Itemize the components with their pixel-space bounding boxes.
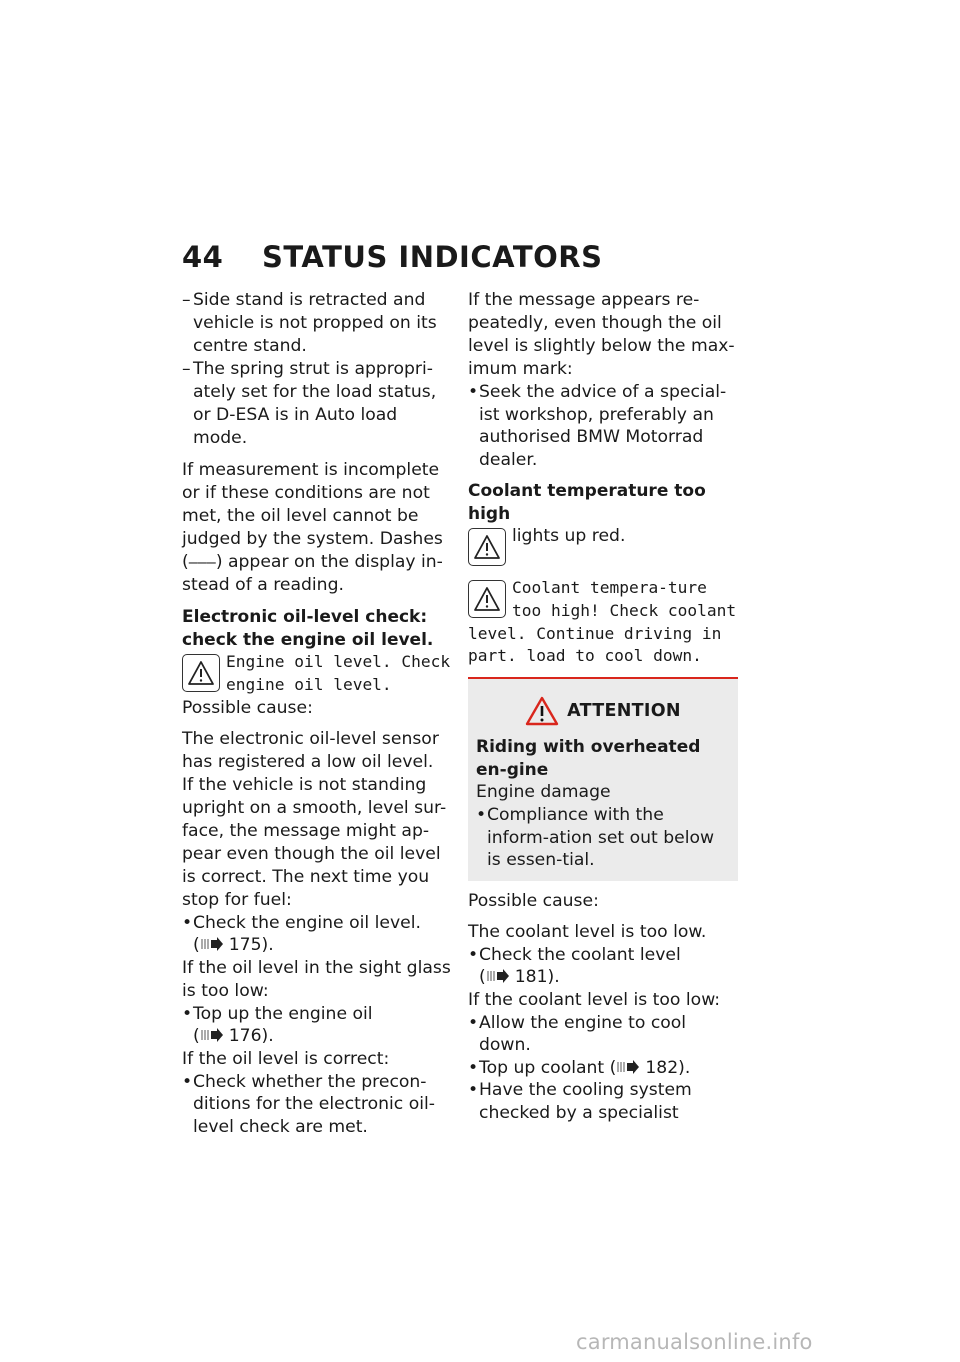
oil-cause-text: The electronic oil-level sensor has registered a low oil level. [182,728,439,772]
bullet-marker: • [182,1071,193,1092]
bullet-seek-advice: • Seek the advice of a special-ist workshop, preferably an authorised BMW Motorrad dealer. [468,382,727,470]
page-reference: 175). [228,935,274,956]
page-reference-icon [200,1028,224,1042]
coolant-warning-light [468,525,738,569]
coolant-too-low-text: If the coolant level is too low: [468,989,721,1010]
page-number: 44 [182,240,224,274]
bullet-marker: • [468,1012,479,1033]
dash-item-text: Side stand is retracted and vehicle is not propped on its centre stand. [193,290,437,356]
bullet-top-up-coolant: • Top up coolant ( 182). [468,1057,691,1078]
page-header [182,240,602,280]
coolant-heading: Coolant temperature too high [468,481,706,524]
left-column [182,289,454,1138]
page-reference-icon [616,1060,640,1074]
incomplete-measurement-paragraph: If measurement is incomplete or if these conditions are not met, the oil level cannot be judged by the system. Dashes (–––) appear on the display in-stead of a reading. [182,460,443,595]
upright-note: If the vehicle is not standing upright on a smooth, level sur-face, the message might ap-pear even though the oil level is correct. The next time you stop for fuel: [182,774,447,910]
bullet-marker: • [468,1057,479,1078]
oil-check-heading: Electronic oil-level check: check the engine oil level. [182,607,434,650]
bullet-marker: • [182,912,193,933]
page-reference-icon [200,937,224,951]
bullet-check-oil: • Check the engine oil level. ( 175). [182,912,421,956]
watermark: carmanualsonline.info [576,1330,813,1354]
bullet-marker: • [476,805,487,826]
dash-item-text: The spring strut is appropri-ately set for the load status, or D-ESA is in Auto load mode. [193,359,437,448]
bullet-check-coolant: • Check the coolant level ( 181). [468,944,681,988]
page-reference: 182). [645,1057,691,1078]
dash-item-spring-strut [182,358,454,450]
bullet-allow-cool: • Allow the engine to cool down. [468,1012,687,1056]
possible-cause-label: Possible cause: [468,890,599,911]
oil-display-text: Engine oil level. Check engine oil level. [226,652,451,694]
dash-item-side-stand [182,289,454,358]
page-title: STATUS INDICATORS [262,240,603,274]
oil-correct-text: If the oil level is correct: [182,1048,390,1069]
bullet-marker: • [468,382,479,402]
page-reference: 176). [228,1026,274,1047]
attention-box [468,677,738,881]
bullet-marker: • [182,1003,193,1024]
dashes-glyph: ––– [188,553,216,571]
attention-title [476,696,730,726]
bullet-preconditions: • Check whether the precon-ditions for the electronic oil-level check are met. [182,1071,435,1137]
bullet-marker: • [468,1080,479,1101]
coolant-cause-text: The coolant level is too low. [468,921,707,942]
bullet-top-up-oil: • Top up the engine oil ( 176). [182,1003,373,1047]
coolant-warning-message [468,577,738,668]
attention-label: ATTENTION [567,701,681,722]
sight-glass-text: If the oil level in the sight glass is too low: [182,957,451,1001]
dash-marker: – [182,359,191,379]
coolant-display-text: Coolant tempera-ture too high! Check coolant level. Continue driving in part. load to cool down. [468,578,737,666]
oil-warning-message [182,651,454,697]
attention-triangle-icon [525,696,559,726]
attention-heading: Riding with overheated en-gine [476,737,701,780]
lights-up-text: lights up red. [512,526,626,546]
repeat-message-text: If the message appears re-peatedly, even though the oil level is slightly below the max-imum mark: [468,290,735,379]
warning-triangle-icon [468,528,506,566]
page-reference-icon [486,969,510,983]
possible-cause-label: Possible cause: [182,697,313,718]
attention-bullet: • Compliance with the inform-ation set out below is essen-tial. [476,805,715,871]
warning-triangle-icon [182,654,220,692]
bullet-marker: • [468,944,479,965]
warning-triangle-icon [468,580,506,618]
right-column [468,289,738,1124]
bullet-specialist: • Have the cooling system checked by a specialist [468,1080,692,1123]
page-reference: 181). [514,967,560,988]
dash-marker: – [182,290,191,310]
attention-consequence: Engine damage [476,782,611,803]
